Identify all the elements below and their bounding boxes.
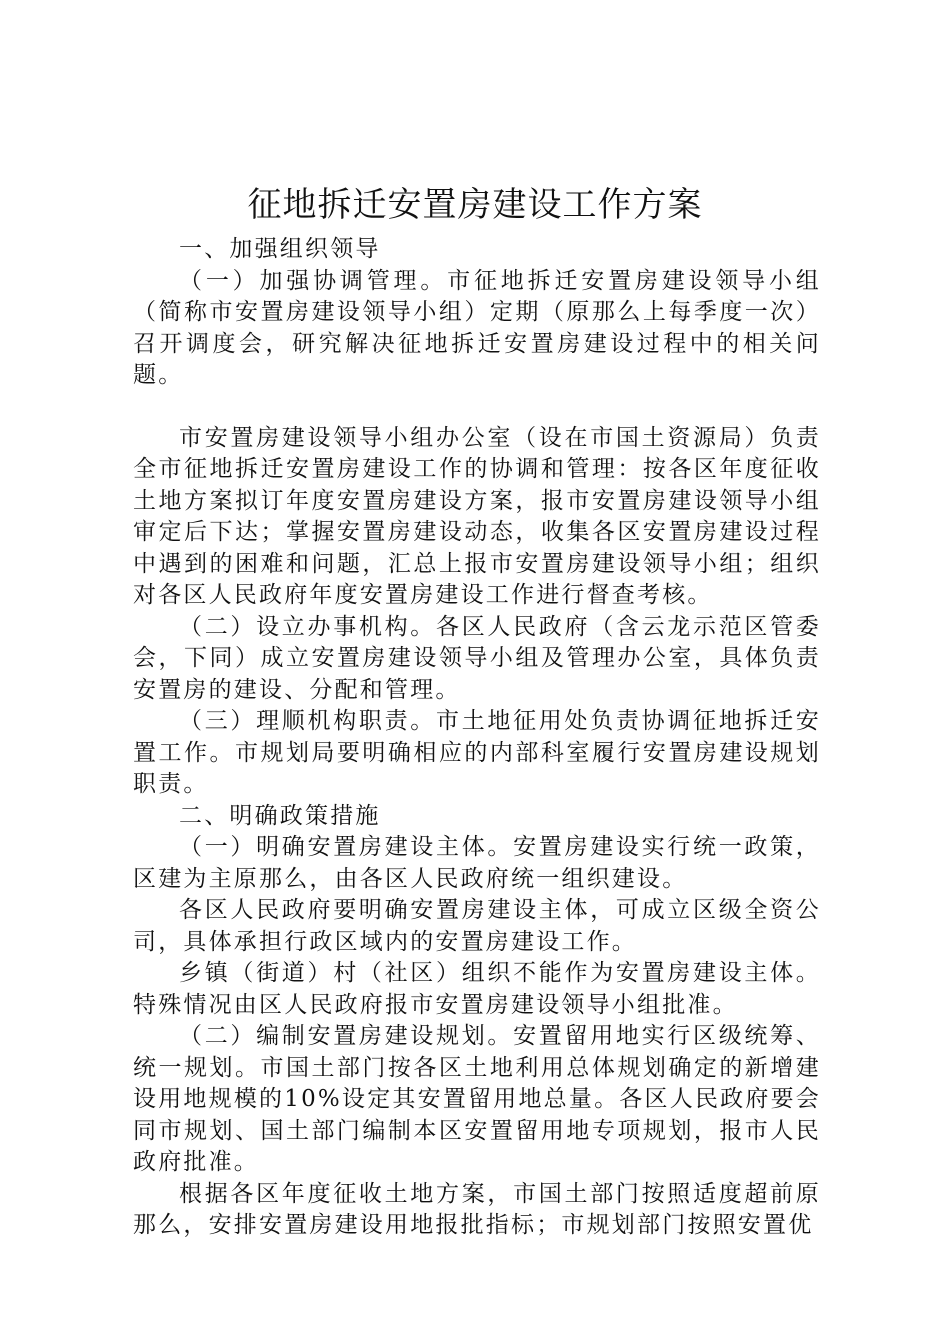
document-title: 征地拆迁安置房建设工作方案 [247,185,703,225]
paragraph: 各区人民政府要明确安置房建设主体，可成立区级全资公司，具体承担行政区域内的安置房建设工作。 [133,897,821,955]
paragraph: （二）编制安置房建设规划。安置留用地实行区级统筹、统一规划。市国土部门按各区土地利用总体规划确定的新增建设用地规模的10%设定其安置留用地总量。各区人民政府要会同市规划、国土部门编制本区安置留用地专项规划，报市人民政府批准。 [133,1023,821,1175]
paragraph: （二）设立办事机构。各区人民政府（含云龙示范区管委会，下同）成立安置房建设领导小组及管理办公室，具体负责安置房的建设、分配和管理。 [133,613,821,703]
paragraph: （一）明确安置房建设主体。安置房建设实行统一政策，区建为主原那么，由各区人民政府统一组织建设。 [133,834,821,892]
document-body [133,234,821,1242]
paragraph: 根据各区年度征收土地方案，市国土部门按照适度超前原那么，安排安置房建设用地报批指标；市规划部门按照安置优 [133,1180,821,1238]
paragraph: 市安置房建设领导小组办公室（设在市国土资源局）负责全市征地拆迁安置房建设工作的协调和管理：按各区年度征收土地方案拟订年度安置房建设方案，报市安置房建设领导小组审定后下达；掌握安置房建设动态，收集各区安置房建设过程中遇到的困难和问题，汇总上报市安置房建设领导小组；组织对各区人民政府年度安置房建设工作进行督查考核。 [133,424,821,608]
section-heading-2: 二、明确政策措施 [179,802,381,829]
section-heading-1: 一、加强组织领导 [179,236,381,262]
paragraph: （三）理顺机构职责。市土地征用处负责协调征地拆迁安置工作。市规划局要明确相应的内部科室履行安置房建设规划职责。 [133,708,821,797]
paragraph: （一）加强协调管理。市征地拆迁安置房建设领导小组（简称市安置房建设领导小组）定期（原那么上每季度一次）召开调度会，研究解决征地拆迁安置房建设过程中的相关问题。 [133,267,821,388]
paragraph: 乡镇（街道）村（社区）组织不能作为安置房建设主体。特殊情况由区人民政府报市安置房建设领导小组批准。 [133,960,821,1018]
